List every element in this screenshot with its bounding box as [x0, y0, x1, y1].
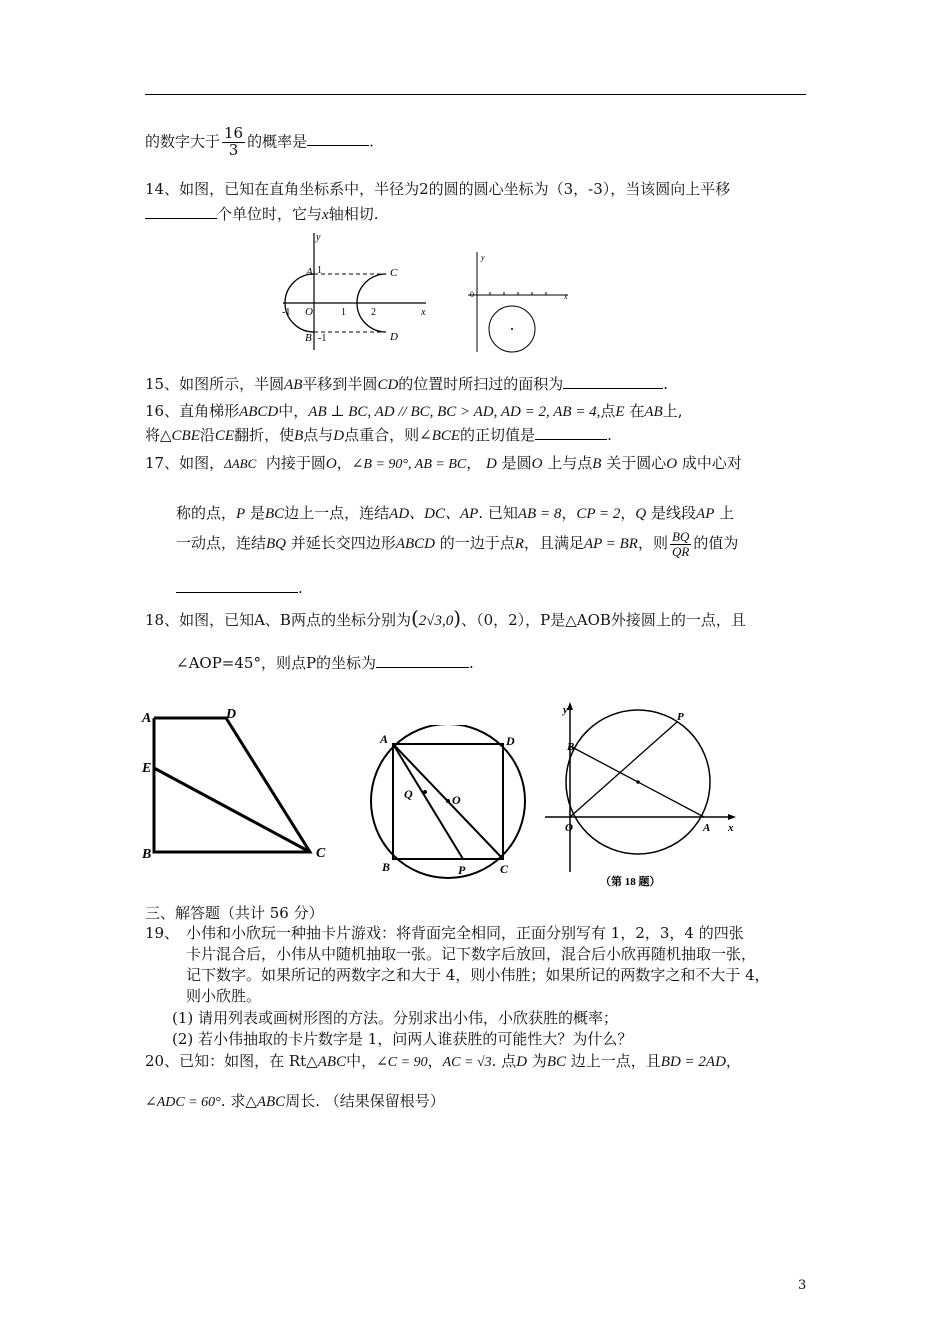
t: 的一边于点 — [439, 534, 515, 553]
label-y: y — [563, 704, 568, 716]
figure-q18 — [540, 700, 755, 892]
label-P: P — [458, 863, 466, 877]
t: 、（0，2），P是△AOB外接圆上的一点，且 — [461, 611, 746, 629]
label-A: A — [703, 822, 711, 834]
t: 是线段 — [651, 504, 697, 522]
q20-line1 — [145, 1050, 741, 1071]
label-C: C — [316, 846, 326, 861]
q14-text-b: 轴相切. — [328, 205, 379, 223]
q15-text-b: 平移到半圆 — [302, 375, 378, 393]
m-tri: ΔABC — [224, 456, 257, 471]
label-B: B — [142, 847, 152, 862]
t: 一动点，连结 — [176, 534, 267, 553]
q17-line2: 称的点，P 是BC边上一点，连结AD、DC、AP. 已知AB = 8，CP = 2，Q 是线段AP 上 — [176, 504, 735, 522]
t: . 已知 — [478, 504, 518, 522]
m-BC: BC — [546, 1054, 566, 1070]
t: . 点 — [491, 1052, 517, 1070]
answer-blank[interactable] — [563, 374, 663, 389]
frac-num: BQ — [672, 529, 690, 544]
label-B: B — [567, 741, 575, 753]
x-var: x — [322, 207, 329, 223]
arc-AB: AB — [284, 377, 303, 393]
q14-text: 个单位时，它与 — [217, 205, 323, 223]
m-ang: ∠B = 90°, AB = BC — [351, 457, 467, 472]
t: 成中心对 — [681, 454, 742, 472]
t: 周长. （结果保留根号） — [285, 1092, 445, 1110]
m-ABC: ABC — [256, 1094, 286, 1110]
t: 17、如图， — [145, 454, 225, 472]
label-O: O — [305, 306, 313, 318]
q19-num: 19、 — [145, 924, 180, 942]
label-x: x — [421, 307, 426, 318]
t: 关于圆心 — [606, 454, 667, 472]
t: 20、已知：如图，在 Rt△ — [145, 1052, 318, 1070]
section-heading: 三、解答题（共计 56 分） — [145, 904, 324, 922]
label-O: O — [452, 793, 461, 807]
q17-line3 — [176, 530, 738, 558]
t: 称的点， — [176, 504, 237, 522]
frac-den: 3 — [228, 140, 239, 159]
q14-line2 — [145, 203, 378, 224]
q19-line1: 小伟和小欣玩一种抽卡片游戏：将背面完全相同，正面分别写有 1，2，3，4 的四张 — [186, 924, 744, 942]
m-AC: AC = √3 — [442, 1055, 492, 1070]
m-apbr: AP = BR — [583, 536, 638, 553]
m-ABC: ABC — [317, 1054, 347, 1070]
label-Q: Q — [404, 787, 413, 801]
m-D: D — [333, 428, 345, 444]
t: 点重合，则 — [344, 426, 420, 444]
frac-den: QR — [672, 543, 690, 559]
m-cp: CP = 2 — [576, 506, 621, 522]
figure-caption: （第 18 题） — [600, 876, 661, 888]
label-x: x — [728, 822, 734, 834]
q18-line2: ∠AOP=45°，则点P的坐标为 . — [176, 654, 474, 672]
m-AB: AB — [644, 404, 663, 420]
label-1: 1 — [317, 265, 322, 276]
m-B: B — [592, 456, 602, 472]
m-O: O — [531, 456, 543, 472]
answer-blank[interactable] — [145, 204, 217, 219]
m-ang: ∠BCE — [419, 428, 461, 444]
label-D: D — [226, 707, 237, 722]
m-ABCD: ABCD — [239, 404, 279, 420]
m-R: R — [514, 536, 524, 553]
label-y: y — [481, 253, 485, 262]
m-E: E — [615, 404, 625, 420]
t: 边上一点，且 — [570, 1052, 661, 1070]
m-AP: AP — [696, 506, 715, 522]
m-CE: CE — [214, 428, 235, 444]
q15-text-a: 15、如图所示，半圆 — [145, 375, 285, 393]
t: 并延长交四边形 — [290, 534, 396, 553]
q13-prefix: 的数字大于 — [145, 132, 221, 151]
figure-circle-coordinate — [460, 247, 575, 357]
t: 的值为 — [693, 534, 739, 553]
label-C: C — [390, 267, 398, 279]
m-BD: BD = 2AD — [660, 1054, 726, 1070]
label-origin: 0 — [470, 290, 474, 299]
label-D: D — [506, 734, 515, 748]
m-Q: Q — [635, 506, 647, 522]
q19-line4: 则小欣胜。 — [186, 987, 262, 1005]
q19-sub2: (2) 若小伟抽取的卡片数字是 1，问两人谁获胜的可能性大？为什么？ — [172, 1030, 633, 1048]
arc-CD: CD — [377, 377, 399, 393]
q17-line4: . — [176, 578, 303, 597]
q19-line2: 卡片混合后，小伟从中随机抽取一张。记下数字后放回，混合后小欣再随机抽取一张， — [186, 945, 757, 963]
q15: 15、如图所示，半圆AB平移到半圆CD的位置时所扫过的面积为 . — [145, 375, 669, 393]
t: 沿 — [199, 426, 215, 444]
m-D: D — [486, 456, 497, 472]
t: 是 — [249, 504, 265, 522]
label-minus1: -1 — [282, 307, 291, 318]
label-P: P — [677, 711, 684, 723]
m-ab8: AB = 8 — [517, 506, 562, 522]
label-y: y — [316, 232, 321, 243]
m-B: B — [294, 428, 304, 444]
label-A: A — [380, 732, 389, 746]
answer-blank[interactable] — [176, 578, 298, 593]
answer-blank[interactable] — [376, 653, 469, 668]
m-angADC: ∠ADC = 60° — [145, 1095, 221, 1110]
frac-num: 16 — [224, 124, 244, 142]
t: 中， — [346, 1052, 377, 1070]
q13-suffix: 的概率是 — [247, 132, 308, 151]
t: 上 — [719, 504, 735, 522]
m-tri: △CBE — [160, 428, 200, 444]
m-BQ: BQ — [266, 536, 287, 553]
t: 在 — [629, 402, 645, 420]
t: 上, — [662, 402, 683, 420]
t: 上与点 — [547, 454, 593, 472]
t: ， — [725, 1052, 741, 1070]
q20-line2 — [145, 1090, 445, 1111]
t: 边上一点，连结 — [284, 504, 390, 522]
t: 点 — [600, 402, 616, 420]
t: ，则 — [637, 534, 668, 553]
label-neg1: -1 — [318, 333, 327, 344]
t: . 求△ — [220, 1092, 257, 1110]
m-angC: ∠C = 90 — [376, 1055, 428, 1070]
m-BC: BC — [264, 506, 285, 522]
answer-blank[interactable] — [535, 425, 607, 440]
t: 16、直角梯形 — [145, 402, 240, 420]
m-P: P — [236, 506, 246, 522]
label-A: A — [142, 711, 152, 726]
label-E: E — [142, 761, 152, 776]
label-A: A — [306, 266, 313, 278]
m-ABCD: ABCD — [395, 536, 435, 553]
label-C: C — [500, 862, 509, 876]
q16-line2: 将△CBE沿CE翻折，使B点与D点重合，则∠BCE的正切值是 . — [145, 426, 612, 444]
header-rule — [145, 94, 806, 95]
t: 点与 — [303, 426, 334, 444]
label-B: B — [382, 860, 391, 874]
label-one: 1 — [341, 307, 346, 318]
t: 中， — [278, 402, 309, 420]
m-D: D — [516, 1054, 528, 1070]
label-two: 2 — [371, 307, 376, 318]
q19-sub1: (1) 请用列表或画树形图的方法。分别求出小伟，小欣获胜的概率； — [172, 1009, 619, 1027]
t: ， — [427, 1052, 443, 1070]
page-number: 3 — [798, 1278, 807, 1293]
t: 将 — [145, 426, 161, 444]
figure-trapezoid — [140, 700, 340, 865]
fraction-16-3 — [222, 126, 245, 159]
fraction-bq-qr — [670, 530, 691, 558]
label-x: x — [564, 292, 568, 301]
q19-line3: 记下数字。如果所记的两数字之和大于 4，则小伟胜；如果所记的两数字之和不大于 4， — [186, 966, 770, 984]
t: 是圆 — [501, 454, 532, 472]
t: 为 — [531, 1052, 547, 1070]
m-cond: AB ⊥ BC, AD // BC, BC > AD, AD = 2, AB = 4, — [308, 404, 601, 420]
q17-line1: 17、如图，ΔABC 内接于圆O，∠B = 90°, AB = BC， D 是圆O 上与点B 关于圆心O 成中心对 — [145, 454, 742, 472]
answer-blank[interactable] — [307, 131, 369, 146]
t: 的正切值是 — [460, 426, 536, 444]
t: 内接于圆 — [265, 454, 326, 472]
q13-tail: 的数字大于 $\frac{16}{3}$ 的概率是 . — [145, 124, 374, 159]
q18-line1: 18、如图，已知A、B两点的坐标分别为(2√3,0)、（0，2），P是△AOB外接圆上的一点，且 — [145, 606, 746, 630]
m-O: O — [666, 456, 678, 472]
t: ， — [620, 504, 636, 522]
t: ，且满足 — [523, 534, 584, 553]
m-ads: AD、DC、AP — [389, 506, 479, 522]
t: ∠AOP=45°，则点P的坐标为 — [176, 654, 377, 672]
t: 翻折，使 — [234, 426, 295, 444]
label-B: B — [305, 332, 312, 344]
label-O: O — [565, 822, 573, 834]
label-D: D — [390, 331, 398, 343]
m-coordA: 2√3,0 — [418, 613, 454, 629]
figure-inscribed-square — [368, 725, 533, 885]
figure-semicircle-translation — [278, 228, 433, 356]
q14-line1: 14、如图，已知在直角坐标系中，半径为2的圆的圆心坐标为（3，-3），当该圆向上平移 — [145, 180, 731, 198]
q16-line1 — [145, 400, 683, 421]
t: 18、如图，已知A、B两点的坐标分别为 — [145, 611, 411, 629]
q15-text-c: 的位置时所扫过的面积为 — [398, 375, 564, 393]
m-O: O — [325, 456, 337, 472]
